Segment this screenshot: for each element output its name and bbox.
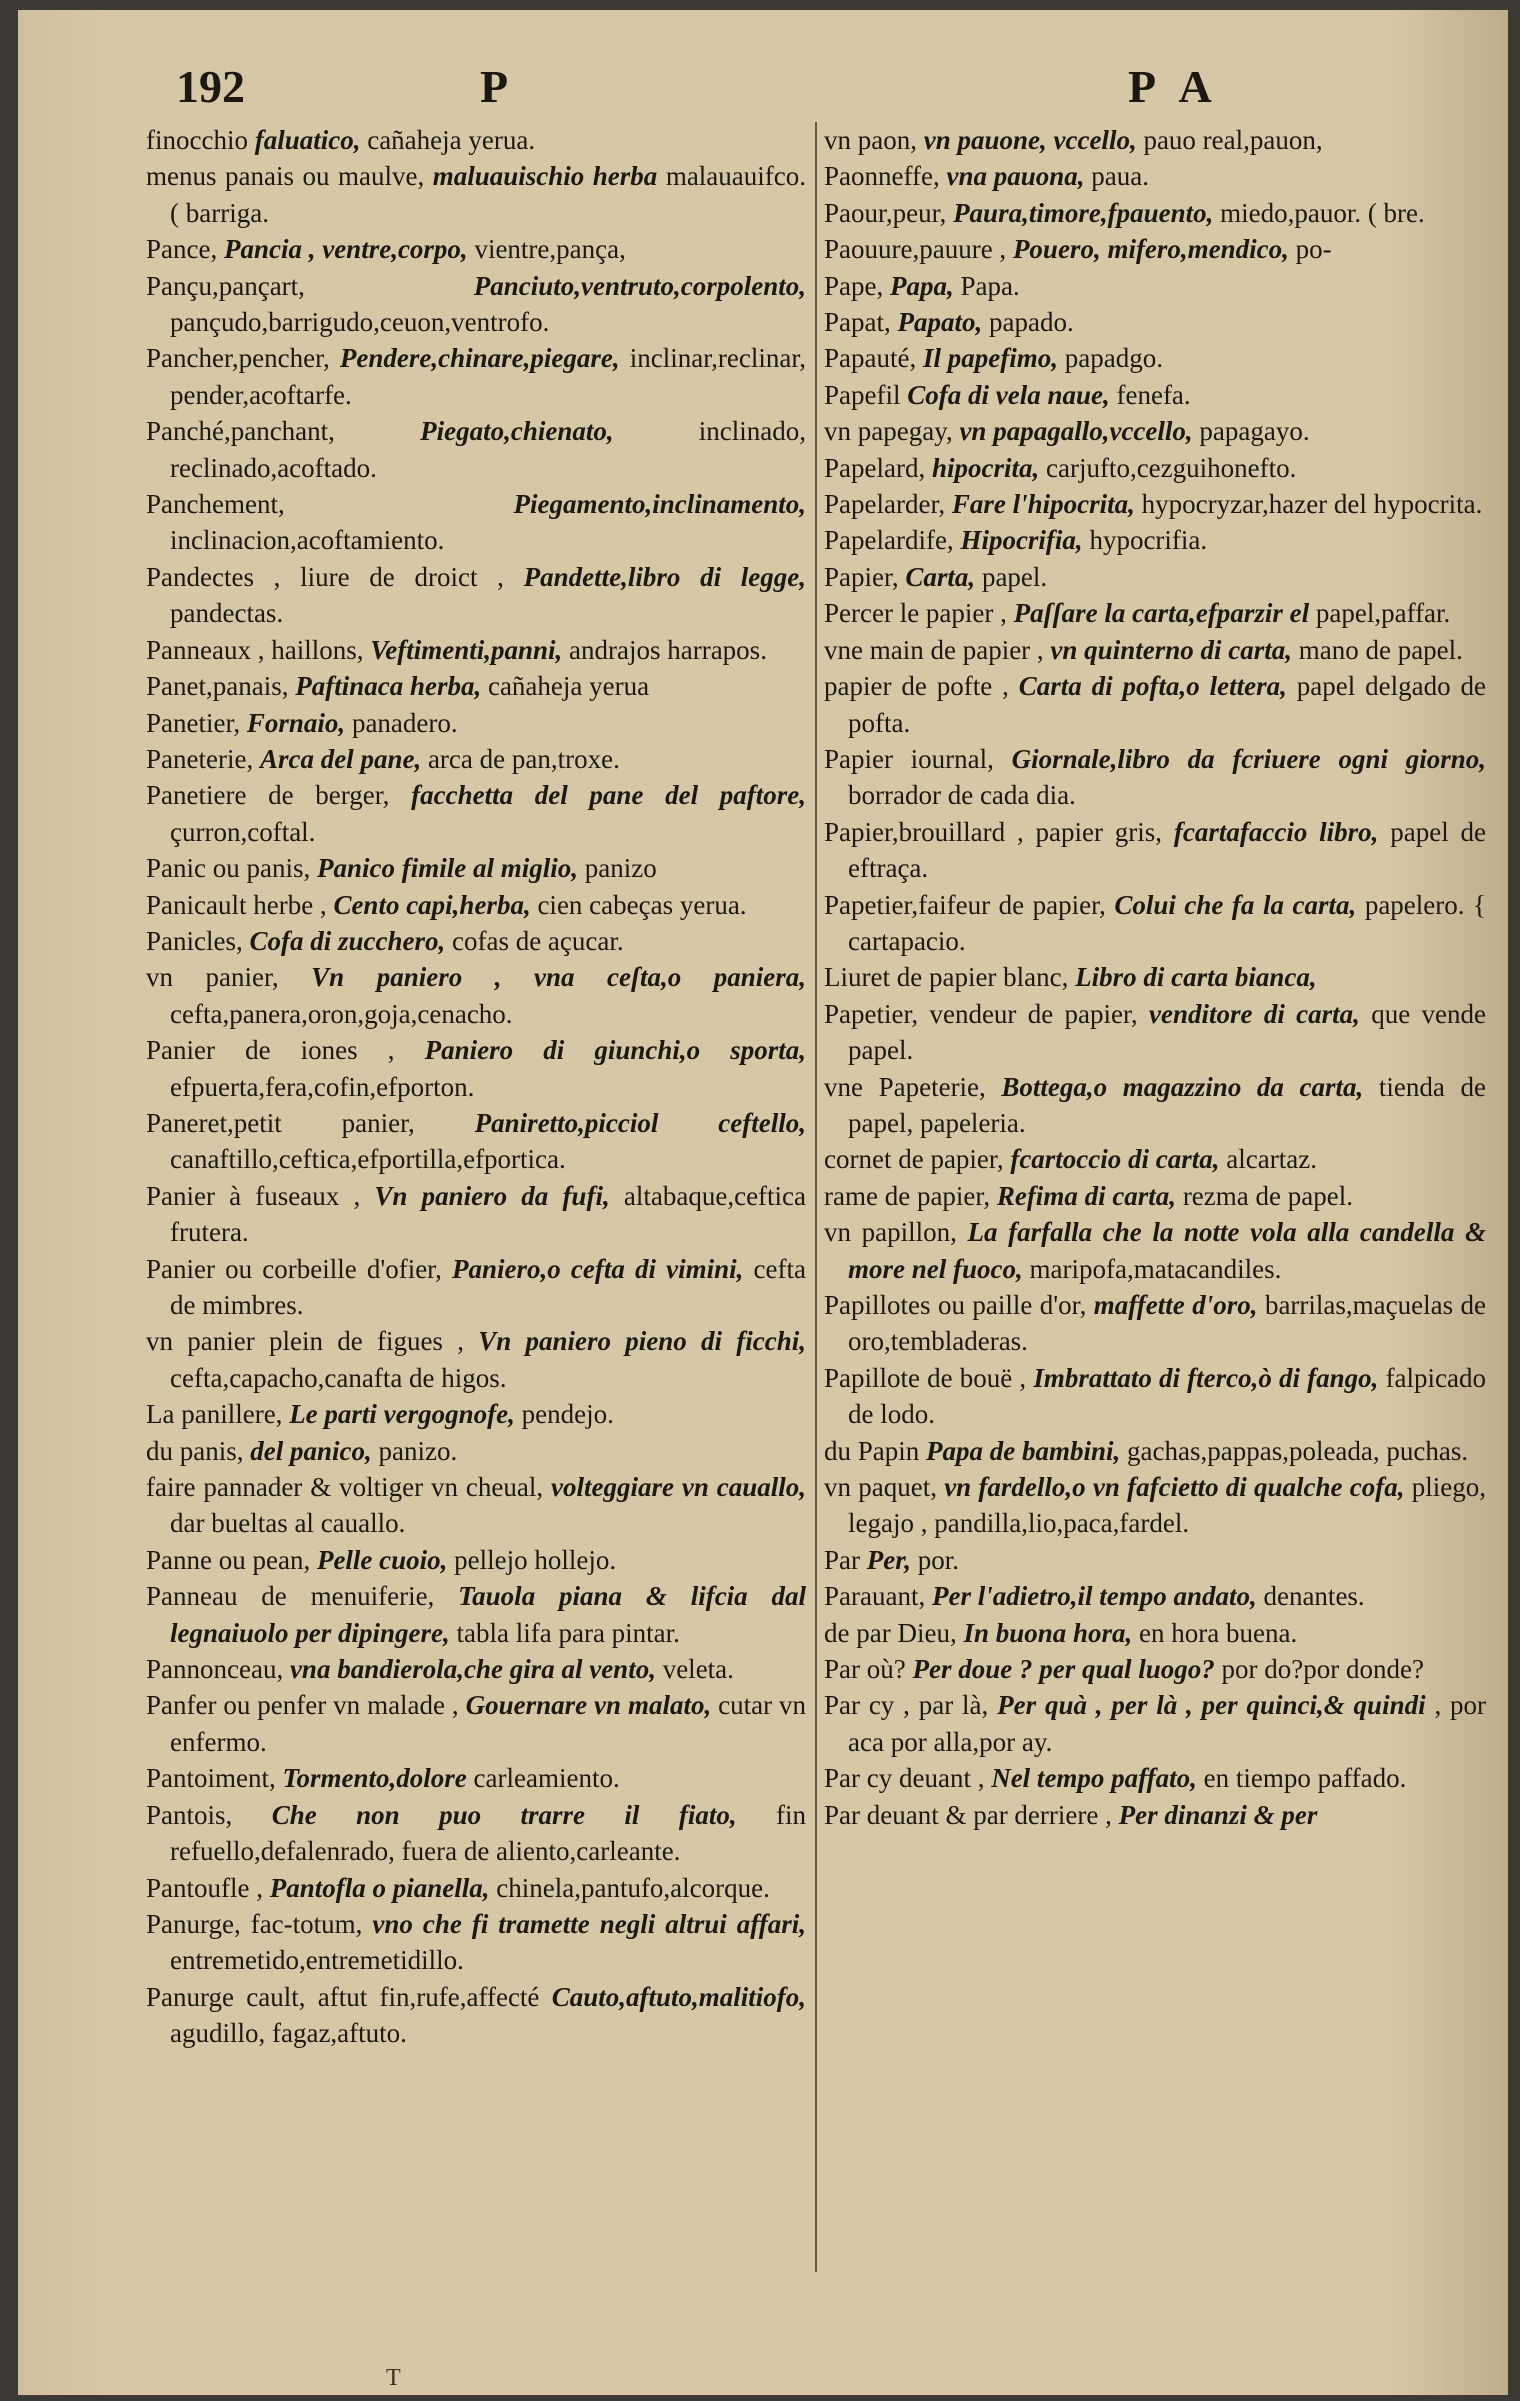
dictionary-entry	[824, 231, 1486, 267]
french-headword: vn papegay,	[824, 416, 953, 447]
dictionary-entry	[146, 1542, 806, 1578]
spanish-gloss: papado.	[989, 307, 1074, 338]
french-headword: Pancher,pencher,	[146, 343, 330, 374]
dictionary-entry	[146, 705, 806, 741]
french-headword: Parauant,	[824, 1581, 926, 1612]
italian-gloss: Libro di carta bianca,	[1075, 962, 1317, 993]
spanish-gloss: cofas de açucar.	[451, 925, 624, 956]
dictionary-entry	[146, 158, 806, 231]
spanish-gloss: que vende papel.	[848, 998, 1486, 1066]
french-headword: Par deuant & par derriere ,	[824, 1799, 1112, 1830]
french-headword: Papetier, vendeur de papier,	[824, 998, 1138, 1029]
french-headword: Papelardife,	[824, 525, 954, 556]
left-running-head: P	[480, 61, 509, 112]
italian-gloss: Cauto,aftuto,malitiofo,	[551, 1981, 806, 2012]
italian-gloss: Cento capi,herba,	[333, 889, 531, 920]
dictionary-entry	[824, 1287, 1486, 1360]
french-headword: menus panais ou maulve,	[146, 161, 425, 192]
spanish-gloss: pliego, legajo , pandilla,lio,paca,fardel.	[848, 1472, 1486, 1539]
spanish-gloss: pandectas.	[170, 598, 284, 629]
french-headword: Panicault herbe ,	[146, 889, 327, 920]
french-headword: Papelard,	[824, 452, 926, 483]
italian-gloss: fcartoccio di carta,	[1010, 1144, 1220, 1175]
french-headword: vn papillon,	[824, 1217, 957, 1248]
italian-gloss: Vn paniero , vna ceſta,o paniera,	[311, 962, 806, 993]
french-headword: Pantoiment,	[146, 1763, 276, 1794]
italian-gloss: Pantofla o pianella,	[269, 1872, 490, 1903]
french-headword: Pandectes , liure de droict ,	[146, 561, 504, 592]
dictionary-entry	[146, 668, 806, 704]
french-headword: Panne ou pean,	[146, 1544, 311, 1575]
french-headword: Pançu,pançart,	[146, 270, 305, 301]
french-headword: Pape,	[824, 270, 884, 301]
italian-gloss: maluauischio herba	[432, 161, 658, 192]
dictionary-entry	[824, 195, 1486, 231]
dictionary-entry	[824, 1214, 1486, 1287]
dictionary-entry	[824, 559, 1486, 595]
italian-gloss: Cofa di vela naue,	[907, 379, 1110, 410]
french-headword: Panicles,	[146, 925, 243, 956]
dictionary-entry	[146, 486, 806, 559]
french-headword: du panis,	[146, 1435, 244, 1466]
dictionary-entry	[146, 1906, 806, 1979]
spanish-gloss: , por aca por alla,por ay.	[848, 1690, 1486, 1757]
french-headword: La panillere,	[146, 1399, 283, 1430]
french-headword: Papefil	[824, 379, 901, 410]
spanish-gloss: barrilas,maçuelas de oro,tembladeras.	[848, 1290, 1486, 1357]
french-headword: Panfer ou penfer vn malade ,	[146, 1690, 459, 1721]
spanish-gloss: cañaheja yerua	[487, 671, 650, 702]
french-headword: vn paquet,	[824, 1472, 937, 1503]
french-headword: Papillotes ou paille d'or,	[824, 1290, 1087, 1320]
dictionary-entry	[824, 595, 1486, 631]
dictionary-entry	[824, 304, 1486, 340]
dictionary-entry	[146, 122, 806, 158]
italian-gloss: In buona hora,	[963, 1617, 1133, 1648]
spanish-gloss: inclinacion,acoftamiento.	[170, 525, 445, 556]
dictionary-entry	[824, 268, 1486, 304]
italian-gloss: Pelle cuoio,	[316, 1544, 448, 1575]
dictionary-entry	[824, 1615, 1486, 1651]
french-headword: Par cy deuant ,	[824, 1763, 985, 1794]
french-headword: Panneaux , haillons,	[146, 634, 364, 665]
dictionary-entry	[824, 632, 1486, 668]
italian-gloss: Refima di carta,	[996, 1180, 1177, 1211]
dictionary-entry	[824, 814, 1486, 887]
spanish-gloss: paua.	[1091, 161, 1149, 192]
italian-gloss: Carta di pofta,o lettera,	[1018, 671, 1287, 702]
italian-gloss: Le parti vergognofe,	[289, 1399, 515, 1430]
spanish-gloss: panizo	[584, 853, 657, 884]
spanish-gloss: entremetido,entremetidillo.	[170, 1945, 464, 1976]
italian-gloss: Paftinaca herba,	[295, 671, 482, 702]
french-headword: Papillote de bouë ,	[824, 1362, 1027, 1393]
dictionary-entry	[146, 1178, 806, 1251]
french-headword: du Papin	[824, 1435, 920, 1466]
italian-gloss: hipocrita,	[931, 452, 1040, 483]
french-headword: faire pannader & voltiger vn cheual,	[146, 1472, 544, 1503]
dictionary-entry	[824, 959, 1486, 995]
dictionary-entry	[824, 413, 1486, 449]
french-headword: Panchement,	[146, 489, 285, 520]
dictionary-entry	[824, 1469, 1486, 1542]
spanish-gloss: cefta,panera,oron,goja,cenacho.	[170, 998, 513, 1029]
french-headword: rame de papier,	[824, 1180, 991, 1211]
spanish-gloss: malauauifco. ( barriga.	[170, 161, 806, 228]
italian-gloss: Piegamento,inclinamento,	[513, 489, 806, 520]
italian-gloss: La farfalla che la notte vola alla candella & more nel fuoco,	[848, 1217, 1486, 1284]
italian-gloss: Colui che fa la carta,	[1114, 889, 1357, 920]
italian-gloss: Per l'adietro,il tempo andato,	[931, 1581, 1257, 1612]
dictionary-entry	[824, 1141, 1486, 1177]
italian-gloss: Hipocrifia,	[960, 525, 1083, 556]
dictionary-entry	[824, 340, 1486, 376]
dictionary-entry	[146, 741, 806, 777]
dictionary-entry	[146, 1651, 806, 1687]
italian-gloss: Per,	[866, 1544, 911, 1575]
dictionary-entry	[146, 1687, 806, 1760]
french-headword: Panché,panchant,	[146, 416, 335, 447]
french-headword: Panetier,	[146, 707, 241, 738]
dictionary-entry	[824, 1433, 1486, 1469]
french-headword: vn panier,	[146, 962, 279, 993]
italian-gloss: Vn paniero da fufi,	[374, 1180, 610, 1211]
italian-gloss: Paniero di giunchi,o sporta,	[424, 1035, 806, 1066]
french-headword: Pantois,	[146, 1799, 233, 1830]
dictionary-entry	[146, 850, 806, 886]
spanish-gloss: denantes.	[1263, 1581, 1365, 1612]
spanish-gloss: po-	[1295, 234, 1332, 265]
italian-gloss: Paniero,o cefta di vimini,	[452, 1253, 744, 1284]
spanish-gloss: carleamiento.	[473, 1763, 620, 1794]
spanish-gloss: pendejo.	[521, 1399, 614, 1430]
spanish-gloss: chinela,pantufo,alcorque.	[496, 1872, 770, 1903]
italian-gloss: Pouero, mifero,mendico,	[1012, 234, 1289, 265]
italian-gloss: vn pauone, vccello,	[923, 125, 1137, 155]
dictionary-entry	[824, 1542, 1486, 1578]
dictionary-entry	[824, 1651, 1486, 1687]
french-headword: Paouure,pauure ,	[824, 234, 1007, 265]
dictionary-entry	[146, 1032, 806, 1105]
spanish-gloss: miedo,pauor. ( bre.	[1220, 197, 1425, 228]
spanish-gloss: arca de pan,troxe.	[427, 743, 620, 774]
italian-gloss: Fornaio,	[246, 707, 346, 738]
spanish-gloss: cañaheja yerua.	[367, 125, 536, 155]
dictionary-entry	[824, 522, 1486, 558]
dictionary-entry	[824, 1687, 1486, 1760]
italian-gloss: vno che fi tramette negli altrui affari,	[372, 1908, 806, 1939]
spanish-gloss: papadgo.	[1064, 343, 1163, 374]
french-headword: Pance,	[146, 234, 218, 265]
italian-gloss: facchetta del pane del paftore,	[411, 780, 806, 811]
spanish-gloss: falpicado de lodo.	[848, 1362, 1486, 1430]
dictionary-entry	[146, 340, 806, 413]
french-headword: Par	[824, 1544, 860, 1575]
spanish-gloss: pellejo hollejo.	[454, 1544, 617, 1575]
french-headword: Papetier,faifeur de papier,	[824, 889, 1106, 920]
italian-gloss: Veftimenti,panni,	[370, 634, 563, 665]
french-headword: Papier,	[824, 561, 899, 592]
french-headword: Papauté,	[824, 343, 917, 374]
dictionary-entry	[824, 377, 1486, 413]
french-headword: Papat,	[824, 307, 891, 338]
italian-gloss: vn quinterno di carta,	[1050, 634, 1292, 665]
italian-gloss: Gouernare vn malato,	[465, 1690, 712, 1721]
italian-gloss: faluatico,	[254, 125, 361, 155]
italian-gloss: Paura,timore,fpauento,	[953, 197, 1214, 228]
spanish-gloss: por.	[917, 1544, 960, 1575]
spanish-gloss: Papa.	[960, 270, 1020, 301]
left-column	[146, 122, 806, 2302]
spanish-gloss: pançudo,barrigudo,ceuon,ventrofo.	[170, 307, 550, 338]
dictionary-entry	[146, 1433, 806, 1469]
italian-gloss: Per dinanzi & per	[1118, 1799, 1318, 1830]
italian-gloss: Per quà , per là , per quinci,& quindi	[997, 1690, 1426, 1721]
french-headword: Papelarder,	[824, 489, 946, 520]
italian-gloss: Imbrattato di fterco,ò di fango,	[1033, 1362, 1379, 1393]
french-headword: Paneterie,	[146, 743, 254, 774]
spanish-gloss: por do?por donde?	[1221, 1654, 1424, 1685]
italian-gloss: Giornale,libro da fcriuere ogni giorno,	[1011, 743, 1486, 774]
french-headword: de par Dieu,	[824, 1617, 957, 1648]
spanish-gloss: tabla lifa para pintar.	[456, 1617, 680, 1648]
italian-gloss: Pandette,libro di legge,	[523, 561, 806, 592]
spanish-gloss: papel delgado de pofta.	[848, 671, 1486, 738]
french-headword: Par où?	[824, 1654, 906, 1685]
spanish-gloss: cefta de mimbres.	[170, 1253, 806, 1320]
signature-mark: T	[386, 2365, 401, 2391]
french-headword: finocchio	[146, 125, 248, 155]
dictionary-entry	[146, 268, 806, 341]
french-headword: Liuret de papier blanc,	[824, 962, 1069, 993]
italian-gloss: Vn paniero pieno di ficchi,	[478, 1326, 806, 1357]
french-headword: Panier de iones ,	[146, 1035, 395, 1066]
italian-gloss: Il papefimo,	[922, 343, 1058, 374]
french-headword: papier de pofte ,	[824, 671, 1009, 702]
dictionary-entry	[146, 1396, 806, 1432]
french-headword: Percer le papier ,	[824, 598, 1007, 629]
spanish-gloss: maripofa,matacandiles.	[1029, 1253, 1282, 1284]
italian-gloss: Panico fimile al miglio,	[316, 853, 578, 884]
french-headword: Panurge cault, aftut fin,rufe,affecté	[146, 1981, 540, 2012]
dictionary-entry	[146, 1870, 806, 1906]
dictionary-entry	[146, 413, 806, 486]
french-headword: Paour,peur,	[824, 197, 947, 228]
spanish-gloss: dar bueltas al cauallo.	[170, 1508, 406, 1539]
italian-gloss: maffette d'oro,	[1093, 1290, 1258, 1320]
dictionary-entry	[824, 996, 1486, 1069]
dictionary-entry	[146, 1797, 806, 1870]
spanish-gloss: alcartaz.	[1226, 1144, 1317, 1175]
dictionary-entry	[146, 1323, 806, 1396]
spanish-gloss: mano de papel.	[1298, 634, 1463, 665]
dictionary-entry	[146, 1251, 806, 1324]
french-headword: Panic ou panis,	[146, 853, 311, 884]
right-column	[824, 122, 1486, 2302]
french-headword: Panier à fuseaux ,	[146, 1180, 361, 1211]
spanish-gloss: canaftillo,ceftica,efportilla,efportica.	[170, 1144, 566, 1175]
italian-gloss: volteggiare vn cauallo,	[550, 1472, 806, 1503]
book-page	[18, 10, 1508, 2395]
dictionary-entry	[824, 1178, 1486, 1214]
italian-gloss: vn fardello,o vn fafcietto di qualche cofa,	[944, 1472, 1405, 1503]
spanish-gloss: papel.	[981, 561, 1048, 592]
dictionary-entry	[146, 1760, 806, 1796]
spanish-gloss: panadero.	[351, 707, 458, 738]
italian-gloss: Che non puo trarre il fiato,	[271, 1799, 737, 1830]
italian-gloss: Pendere,chinare,piegare,	[339, 343, 620, 374]
spanish-gloss: hypocrifia.	[1089, 525, 1208, 556]
italian-gloss: Papa de bambini,	[926, 1435, 1121, 1466]
spanish-gloss: fin refuello,defalenrado, fuera de aliento,carleante.	[170, 1799, 806, 1867]
spanish-gloss: borrador de cada dia.	[848, 780, 1076, 811]
french-headword: Papier iournal,	[824, 743, 994, 774]
dictionary-entry	[824, 1760, 1486, 1796]
column-divider	[815, 122, 817, 2272]
italian-gloss: Papa,	[889, 270, 954, 301]
french-headword: Panier ou corbeille d'ofier,	[146, 1253, 442, 1284]
dictionary-entry	[146, 231, 806, 267]
spanish-gloss: efpuerta,fera,cofin,efporton.	[170, 1071, 475, 1102]
french-headword: cornet de papier,	[824, 1144, 1004, 1175]
italian-gloss: Nel tempo paffato,	[991, 1763, 1197, 1794]
french-headword: Paonneffe,	[824, 161, 940, 192]
italian-gloss: Cofa di zucchero,	[249, 925, 446, 956]
spanish-gloss: rezma de papel.	[1182, 1180, 1353, 1211]
french-headword: Panet,panais,	[146, 671, 289, 702]
italian-gloss: Per doue ? per qual luogo?	[912, 1654, 1215, 1685]
spanish-gloss: en hora buena.	[1139, 1617, 1298, 1648]
italian-gloss: Papato,	[897, 307, 983, 338]
french-headword: Par cy , par là,	[824, 1690, 989, 1721]
spanish-gloss: fenefa.	[1116, 379, 1191, 410]
dictionary-entry	[146, 959, 806, 1032]
spanish-gloss: hypocryzar,hazer del hypocrita.	[1141, 489, 1483, 520]
dictionary-entry	[824, 1360, 1486, 1433]
dictionary-entry	[824, 158, 1486, 194]
italian-gloss: del panico,	[250, 1435, 372, 1466]
spanish-gloss: veleta.	[662, 1654, 734, 1685]
italian-gloss: vna bandierola,che gira al vento,	[289, 1654, 656, 1685]
spanish-gloss: carjufto,cezguihonefto.	[1045, 452, 1297, 483]
dictionary-entry	[146, 559, 806, 632]
dictionary-entry	[824, 450, 1486, 486]
dictionary-entry	[824, 1069, 1486, 1142]
french-headword: vne main de papier ,	[824, 634, 1044, 665]
spanish-gloss: altabaque,ceftica frutera.	[170, 1180, 806, 1248]
italian-gloss: Panciuto,ventruto,corpolento,	[473, 270, 806, 301]
italian-gloss: Paniretto,picciol ceftello,	[474, 1107, 806, 1138]
spanish-gloss: cutar vn enfermo.	[170, 1690, 806, 1757]
spanish-gloss: inclinar,reclinar, pender,acoftarfe.	[170, 343, 806, 410]
spanish-gloss: papel de eftraça.	[848, 816, 1486, 884]
italian-gloss: Bottega,o magazzino da carta,	[1001, 1071, 1364, 1102]
spanish-gloss: agudillo, fagaz,aftuto.	[170, 2018, 407, 2049]
spanish-gloss: çurron,coftal.	[170, 816, 316, 847]
spanish-gloss: panizo.	[378, 1435, 458, 1466]
french-headword: Papier,brouillard , papier gris,	[824, 816, 1163, 847]
dictionary-entry	[824, 668, 1486, 741]
dictionary-entry	[146, 1578, 806, 1651]
right-running-head: P A	[1128, 61, 1220, 112]
spanish-gloss: inclinado, reclinado,acoftado.	[170, 416, 806, 483]
dictionary-entry	[146, 1105, 806, 1178]
page-number: 192	[176, 61, 245, 112]
french-headword: Pannonceau,	[146, 1654, 284, 1685]
italian-gloss: Carta,	[905, 561, 976, 592]
spanish-gloss: papel,paffar.	[1315, 598, 1451, 629]
italian-gloss: Pancia , ventre,corpo,	[223, 234, 468, 265]
dictionary-entry	[824, 1578, 1486, 1614]
spanish-gloss: tienda de papel, papeleria.	[848, 1071, 1486, 1138]
french-headword: vne Papeterie,	[824, 1071, 986, 1102]
dictionary-entry	[146, 887, 806, 923]
italian-gloss: vn papagallo,vccello,	[959, 416, 1193, 447]
spanish-gloss: andrajos harrapos.	[569, 634, 767, 665]
spanish-gloss: papelero. { cartapacio.	[848, 889, 1486, 956]
page-header	[18, 60, 1508, 130]
dictionary-entry	[824, 1797, 1486, 1833]
dictionary-entry	[146, 1979, 806, 2052]
spanish-gloss: cefta,capacho,canafta de higos.	[170, 1362, 507, 1393]
dictionary-entry	[146, 632, 806, 668]
italian-gloss: Tauola piana & lifcia dal legnaiuolo per dipingere,	[170, 1581, 806, 1648]
french-headword: Paneret,petit panier,	[146, 1107, 415, 1138]
italian-gloss: fcartafaccio libro,	[1173, 816, 1379, 847]
italian-gloss: Paſſare la carta,efparzir el	[1013, 598, 1310, 629]
italian-gloss: Tormento,dolore	[282, 1763, 467, 1794]
dictionary-entry	[146, 1469, 806, 1542]
french-headword: Panurge, fac-totum,	[146, 1908, 363, 1939]
italian-gloss: Arca del pane,	[259, 743, 422, 774]
dictionary-entry	[824, 486, 1486, 522]
french-headword: Panneau de menuiferie,	[146, 1581, 435, 1612]
french-headword: vn panier plein de figues ,	[146, 1326, 464, 1357]
italian-gloss: vna pauona,	[946, 161, 1085, 192]
french-headword: Pantoufle ,	[146, 1872, 263, 1903]
dictionary-entry	[146, 923, 806, 959]
dictionary-entry	[146, 777, 806, 850]
spanish-gloss: cien cabeças yerua.	[537, 889, 747, 920]
dictionary-entry	[824, 741, 1486, 814]
french-headword: vn paon,	[824, 125, 917, 155]
spanish-gloss: pauo real,pauon,	[1143, 125, 1323, 155]
spanish-gloss: gachas,pappas,poleada, puchas.	[1127, 1435, 1469, 1466]
italian-gloss: venditore di carta,	[1149, 998, 1360, 1029]
spanish-gloss: en tiempo paffado.	[1203, 1763, 1407, 1794]
french-headword: Panetiere de berger,	[146, 780, 390, 811]
spanish-gloss: vientre,pança,	[474, 234, 626, 265]
italian-gloss: Piegato,chienato,	[420, 416, 614, 447]
spanish-gloss: papagayo.	[1199, 416, 1310, 447]
dictionary-entry	[824, 122, 1486, 158]
italian-gloss: Fare l'hipocrita,	[951, 489, 1135, 520]
dictionary-entry	[824, 887, 1486, 960]
